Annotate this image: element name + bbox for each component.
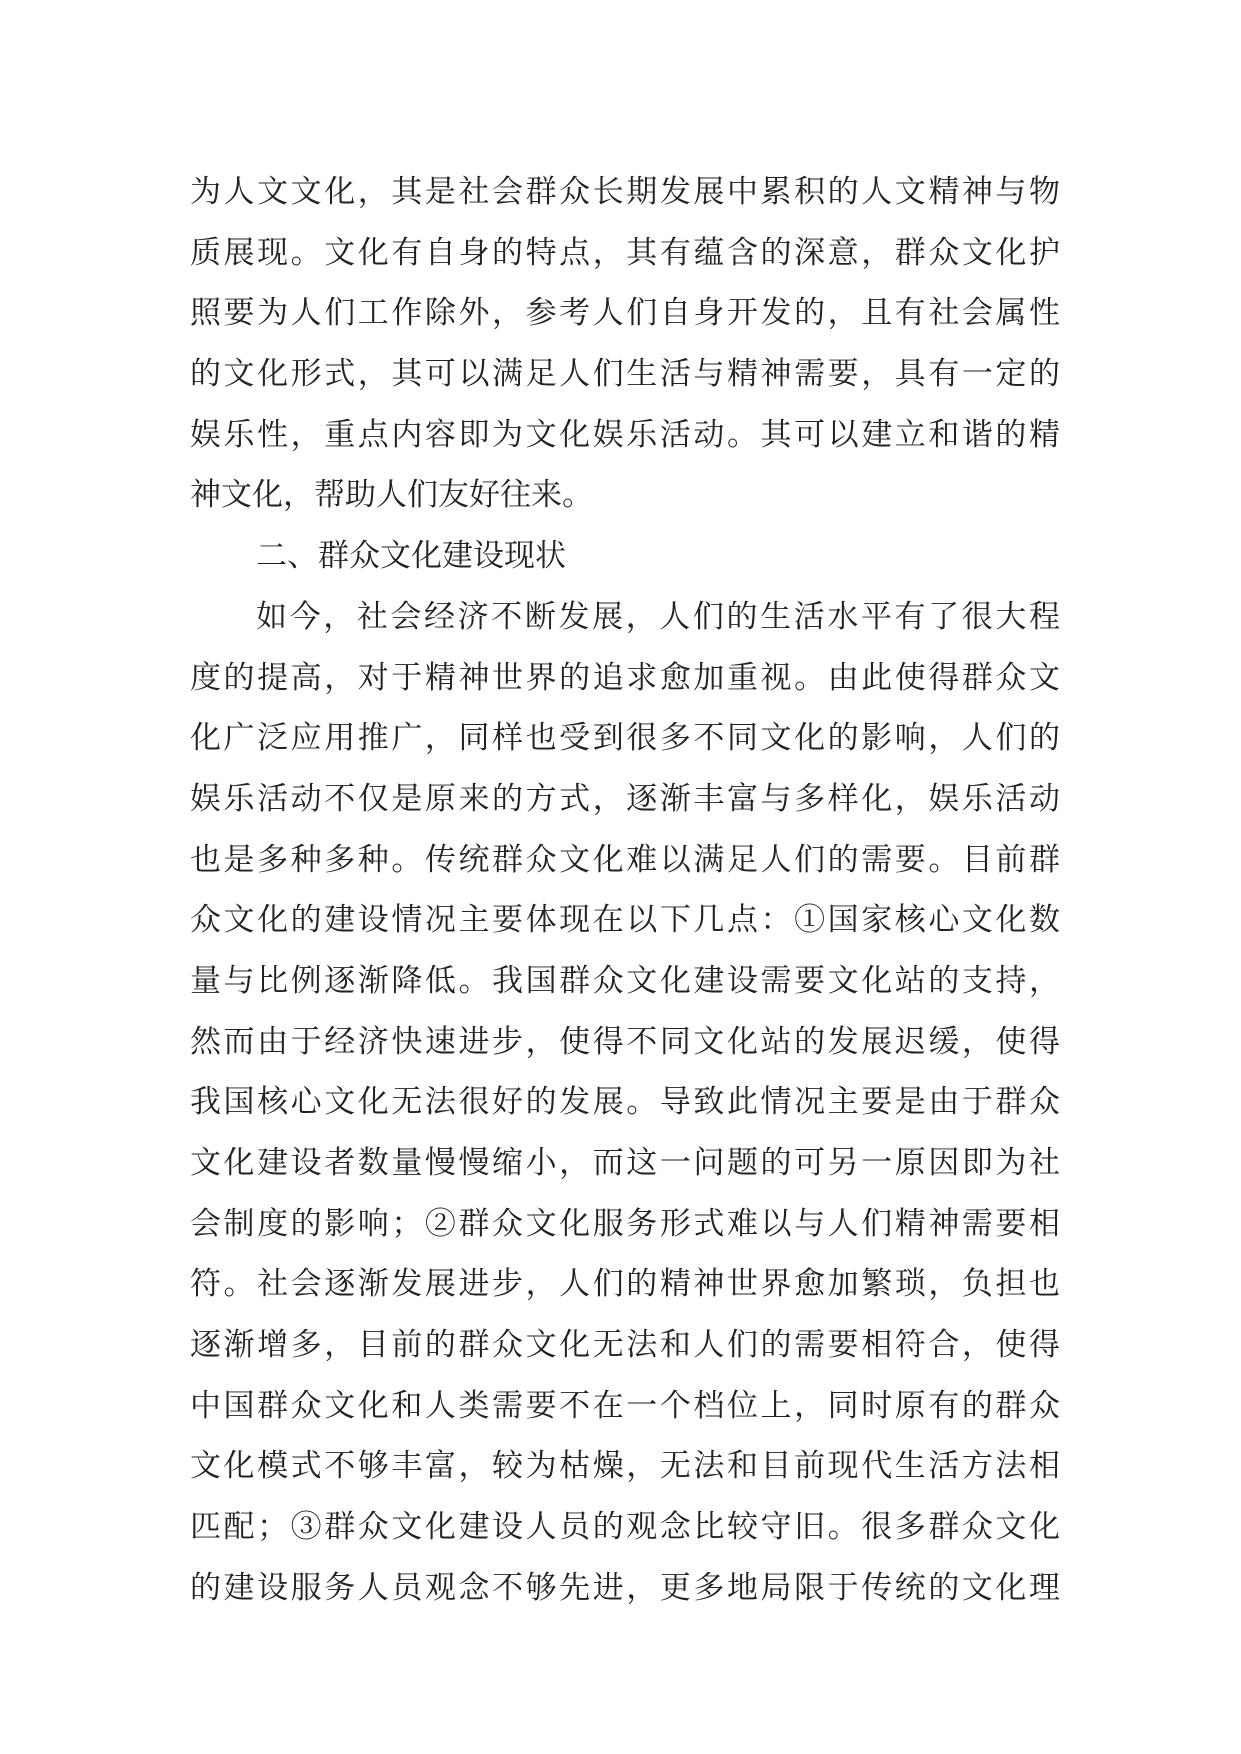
text-line: 会制度的影响；②群众文化服务形式难以与人们精神需要相 xyxy=(190,1205,1060,1242)
text-line: 化广泛应用推广，同样也受到很多不同文化的影响，人们的 xyxy=(190,720,1060,757)
text-line: 神文化，帮助人们友好往来。 xyxy=(190,477,593,514)
text-line: 为人文文化，其是社会群众长期发展中累积的人文精神与物 xyxy=(190,174,1060,210)
text-line: 也是多种多种。传统群众文化难以满足人们的需要。目前群 xyxy=(190,841,1060,878)
text-line: 文化模式不够丰富，较为枯燥，无法和目前现代生活方法相 xyxy=(190,1448,1060,1485)
text-line: 的建设服务人员观念不够先进，更多地局限于传统的文化理 xyxy=(190,1569,1060,1606)
text-line: 量与比例逐渐降低。我国群众文化建设需要文化站的支持， xyxy=(190,962,1060,999)
text-line: 的文化形式，其可以满足人们生活与精神需要，具有一定的 xyxy=(190,356,1060,393)
text-line: 质展现。文化有自身的特点，其有蕴含的深意，群众文化护 xyxy=(190,234,1060,271)
text-line: 文化建设者数量慢慢缩小，而这一问题的可另一原因即为社 xyxy=(190,1145,1060,1181)
text-line: 众文化的建设情况主要体现在以下几点：①国家核心文化数 xyxy=(190,902,1060,939)
text-line: 匹配；③群众文化建设人员的观念比较守旧。很多群众文化 xyxy=(190,1509,1060,1546)
text-line: 如今，社会经济不断发展，人们的生活水平有了很大程 xyxy=(256,598,1060,635)
text-line: 度的提高，对于精神世界的追求愈加重视。由此使得群众文 xyxy=(190,659,1060,696)
text-line: 娱乐性，重点内容即为文化娱乐活动。其可以建立和谐的精 xyxy=(190,416,1060,453)
section-heading: 二、群众文化建设现状 xyxy=(256,538,566,575)
body-text xyxy=(190,162,1060,1619)
text-line: 逐渐增多，目前的群众文化无法和人们的需要相符合，使得 xyxy=(190,1327,1060,1364)
text-line: 娱乐活动不仅是原来的方式，逐渐丰富与多样化，娱乐活动 xyxy=(190,780,1060,817)
text-line: 符。社会逐渐发展进步，人们的精神世界愈加繁琐，负担也 xyxy=(190,1266,1060,1303)
text-line: 中国群众文化和人类需要不在一个档位上，同时原有的群众 xyxy=(190,1387,1060,1424)
text-line: 我国核心文化无法很好的发展。导致此情况主要是由于群众 xyxy=(190,1084,1060,1121)
text-line: 照要为人们工作除外，参考人们自身开发的，且有社会属性 xyxy=(190,295,1060,332)
text-line: 然而由于经济快速进步，使得不同文化站的发展迟缓，使得 xyxy=(190,1023,1060,1060)
